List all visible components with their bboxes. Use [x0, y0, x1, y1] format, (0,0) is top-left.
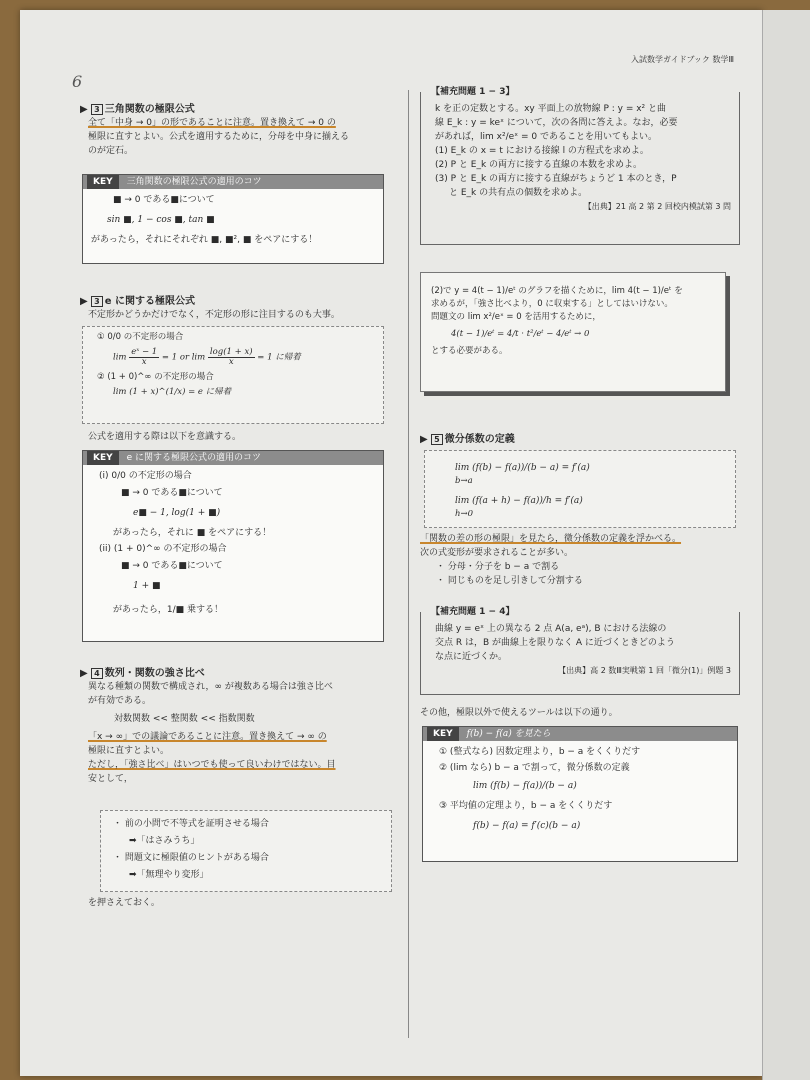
derivative-def-box: lim (f(b) − f(a))/(b − a) = f′(a) b→a lim (f(a + h) − f(a))/h = f′(a) h→0 [424, 450, 736, 528]
e-after: 公式を適用する際は以下を意識する。 [88, 432, 242, 442]
trig-body: 全て「中身 → 0」の形であることに注意。置き換えて → 0 の 極限に直すとよい。公式を適用するために，分母を中身に揃える のが定石。 [88, 118, 350, 156]
section-heading-derivative: ▶ 5 微分係数の定義 [420, 434, 515, 445]
e-formula-box: ① 0/0 の不定形の場合 $\lim \frac{\text{eˣ − 1}}{x} = 1$ or $\lim \frac{\log(1 + x)}{x} = 1$ に帰着 ② (1 + 0)^∞ の不定形の場合 lim (1 + x)^(1/x) = e に帰着 [82, 326, 384, 424]
tools-intro: その他，極限以外で使えるツールは以下の通り。 [420, 708, 618, 718]
book-page [20, 10, 762, 1076]
compare-end: を押さえておく。 [88, 898, 160, 908]
derivative-body: 「関数の差の形の極限」を見たら，微分係数の定義を浮かべる。 次の式変形が要求されることが多い。 ・ 分母・分子を b − a で割る ・ 同じものを足し引きして分割する [420, 534, 682, 586]
problem-1-4: 【補充問題 1 − 4】 曲線 y = eˣ 上の異なる 2 点 A(a, eᵃ), B における法線の 交点 R は，B が曲線上を限りなく A に近づくときどのよう な点に近づくか。 【出典】高 2 数Ⅲ実戦第 1 回「微分(1)」例題 3 [420, 612, 740, 695]
key-box-derivative: KEY f(b) − f(a) を見たら ① (整式なら) 因数定理より，b − a をくくりだす ② (lim なら) b − a で割って，微分係数の定義 lim (f(b) − f(a))/(b − a) ③ 平均値の定理より，b − a をくくりだす f(b) − f(a) = f′(c)(b − a) [422, 726, 738, 862]
e-body: 不定形かどうかだけでなく，不定形の形に注目するのも大事。 [88, 310, 340, 320]
key-box-trig: KEY 三角関数の極限公式の適用のコツ ■ → 0 である■について sin ■, 1 − cos ■, tan ■ があったら，それにそれぞれ ■, ■², ■ をペアにする！ [82, 174, 384, 264]
page-number: 6 [72, 72, 83, 91]
note-box: (2)で y = 4(t − 1)/eᵗ のグラフを描くために，lim 4(t − 1)/eᵗ を 求めるが，「強さ比べより，0 に収束する」としてはいけない。 問題文の lim x²/eˣ = 0 を活用するために， 4(t − 1)/eᵗ = 4/t · t²/eᵗ − 4/eᵗ → 0 とする必要がある。 [420, 272, 726, 392]
section-heading-compare: ▶ 4 数列・関数の強さ比べ [80, 668, 205, 679]
column-divider [408, 90, 409, 1038]
key-box-e: KEY e に関する極限公式の適用のコツ (i) 0/0 の不定形の場合 ■ → 0 である■について e■ − 1, log(1 + ■) があったら，それに ■ をペアにする！ (ii) (1 + 0)^∞ の不定形の場合 ■ → 0 である■について 1 + ■ があったら，1/■ 乗する！ [82, 450, 384, 642]
running-head: 入試数学ガイドブック 数学Ⅲ [630, 55, 734, 64]
section-heading-trig: ▶ 3 三角関数の極限公式 [80, 104, 195, 115]
section-heading-e: ▶ 3 e に関する極限公式 [80, 296, 196, 307]
compare-hint-box: ・ 前の小問で不等式を証明させる場合 ➡「はさみうち」 ・ 問題文に極限値のヒントがある場合 ➡「無理やり変形」 [100, 810, 392, 892]
next-page-edge [762, 10, 810, 1080]
problem-1-3: 【補充問題 1 − 3】 k を正の定数とする。xy 平面上の放物線 P : y = x² と曲 線 E_k : y = keˣ について，次の各問に答えよ。なお，必要 があれば，lim x²/eˣ = 0 であることを用いてもよい。 (1) E_k の x = t における接線 l の方程式を求めよ。 (2) P と E_k の両方に接する直線の本数を求めよ。 (3) P と E_k の両方に接する直線がちょうど 1 本のとき，P と E_k の共有点の個数を求めよ。 【出典】21 高 2 第 2 回校内模試第 3 問 [420, 92, 740, 245]
compare-body: 異なる種類の関数で構成され，∞ が複数ある場合は強さ比べ が有効である。 対数関数 << 整関数 << 指数関数 「x → ∞」での議論であることに注意。置き換えて → ∞ の 極限に直すとよい。 ただし，「強さ比べ」はいつでも使って良いわけではない。目 安として， [88, 682, 336, 784]
